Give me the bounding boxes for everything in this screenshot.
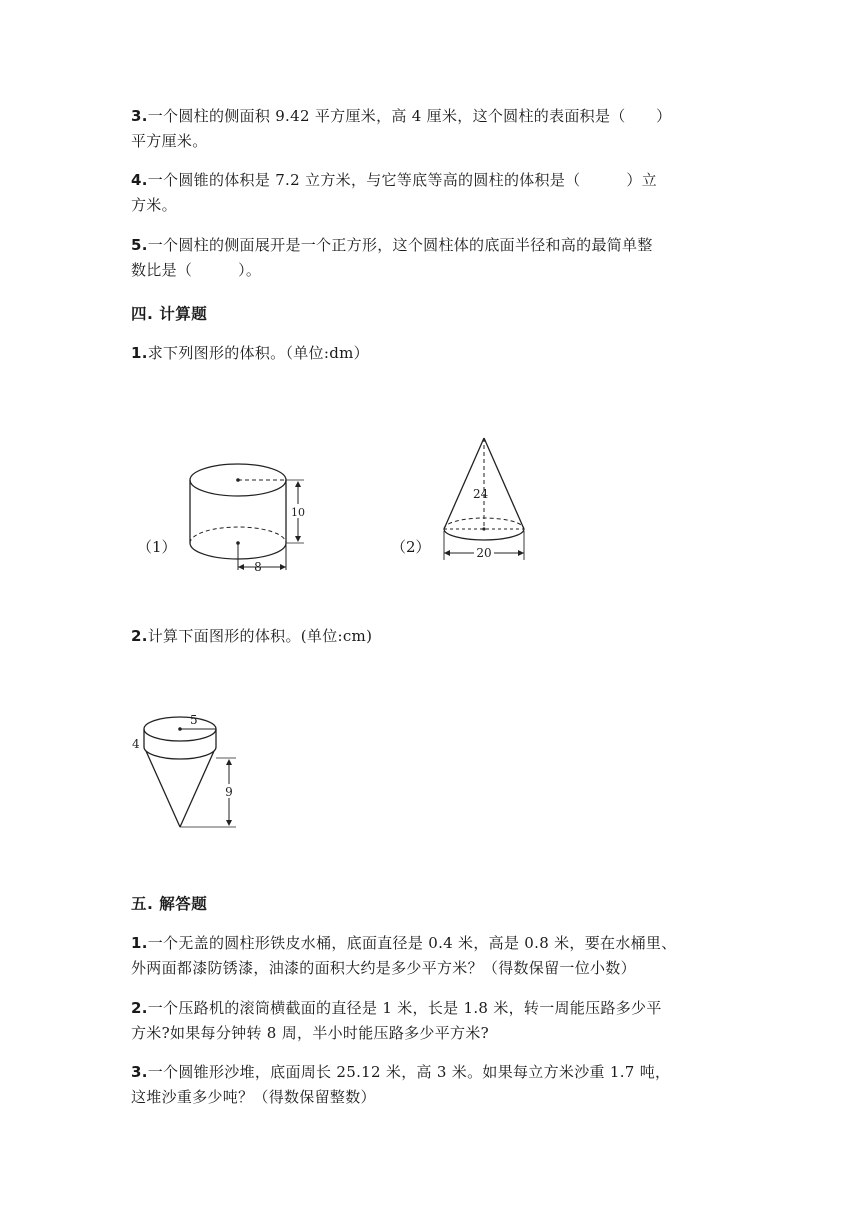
question-number: 2. — [131, 999, 148, 1017]
cone-height-label: 9 — [225, 785, 233, 799]
fill-question-4 — [131, 168, 731, 218]
question-text-continued: 数比是（ ）。 — [131, 261, 262, 279]
calc-question-2 — [131, 624, 731, 649]
question-text-continued: 外两面都漆防锈漆，油漆的面积大约是多少平方米？（得数保留一位小数） — [131, 959, 636, 977]
cylinder-radius-label: 8 — [254, 560, 262, 574]
answer-question-3 — [131, 1060, 731, 1110]
question-number: 2. — [131, 627, 148, 645]
cone-diagram — [436, 432, 531, 562]
answer-question-1 — [131, 931, 731, 981]
combined-solid-diagram — [128, 700, 243, 835]
cylinder-diagram — [180, 430, 310, 575]
question-text-continued: 平方厘米。 — [131, 132, 208, 150]
question-text: 一个无盖的圆柱形铁皮水桶，底面直径是 0.4 米，高是 0.8 米，要在水桶里、 — [147, 934, 677, 952]
fill-question-3 — [131, 104, 731, 154]
question-text: 一个圆锥的体积是 7.2 立方米，与它等底等高的圆柱的体积是（ ）立 — [147, 171, 657, 189]
cylinder-height-label: 10 — [291, 506, 305, 519]
calc-question-1 — [131, 341, 731, 366]
answer-question-2 — [131, 996, 731, 1046]
question-text-continued: 方米。 — [131, 196, 177, 214]
question-text-continued: 方米?如果每分钟转 8 周，半小时能压路多少平方米? — [131, 1024, 489, 1042]
section-4-heading: 四. 计算题 — [131, 305, 208, 323]
question-number: 5. — [131, 236, 148, 254]
fill-question-5 — [131, 233, 731, 283]
question-text: 一个圆柱的侧面积 9.42 平方厘米，高 4 厘米，这个圆柱的表面积是（ ） — [147, 107, 672, 125]
question-number: 3. — [131, 107, 148, 125]
radius-label: 5 — [190, 713, 198, 727]
question-number: 3. — [131, 1063, 148, 1081]
question-number: 4. — [131, 171, 148, 189]
figure-label-2: （2） — [391, 538, 431, 556]
question-number: 1. — [131, 344, 148, 362]
cone-diameter-label: 20 — [476, 546, 492, 560]
question-number: 1. — [131, 934, 148, 952]
question-text: 一个圆锥形沙堆，底面周长 25.12 米，高 3 米。如果每立方米沙重 1.7 吨， — [147, 1063, 671, 1081]
section-5-heading: 五. 解答题 — [131, 895, 208, 913]
cylinder-height-label: 4 — [132, 737, 140, 751]
question-text-continued: 这堆沙重多少吨？（得数保留整数） — [131, 1088, 376, 1106]
question-text: 一个压路机的滚筒横截面的直径是 1 米，长是 1.8 米，转一周能压路多少平 — [147, 999, 662, 1017]
cone-height-label: 24 — [473, 487, 489, 501]
question-text: 计算下面图形的体积。(单位:cm) — [147, 627, 373, 645]
figure-label-1: （1） — [137, 538, 177, 556]
question-text: 一个圆柱的侧面展开是一个正方形，这个圆柱体的底面半径和高的最简单整 — [147, 236, 653, 254]
question-text: 求下列图形的体积。（单位:dm） — [147, 344, 369, 362]
